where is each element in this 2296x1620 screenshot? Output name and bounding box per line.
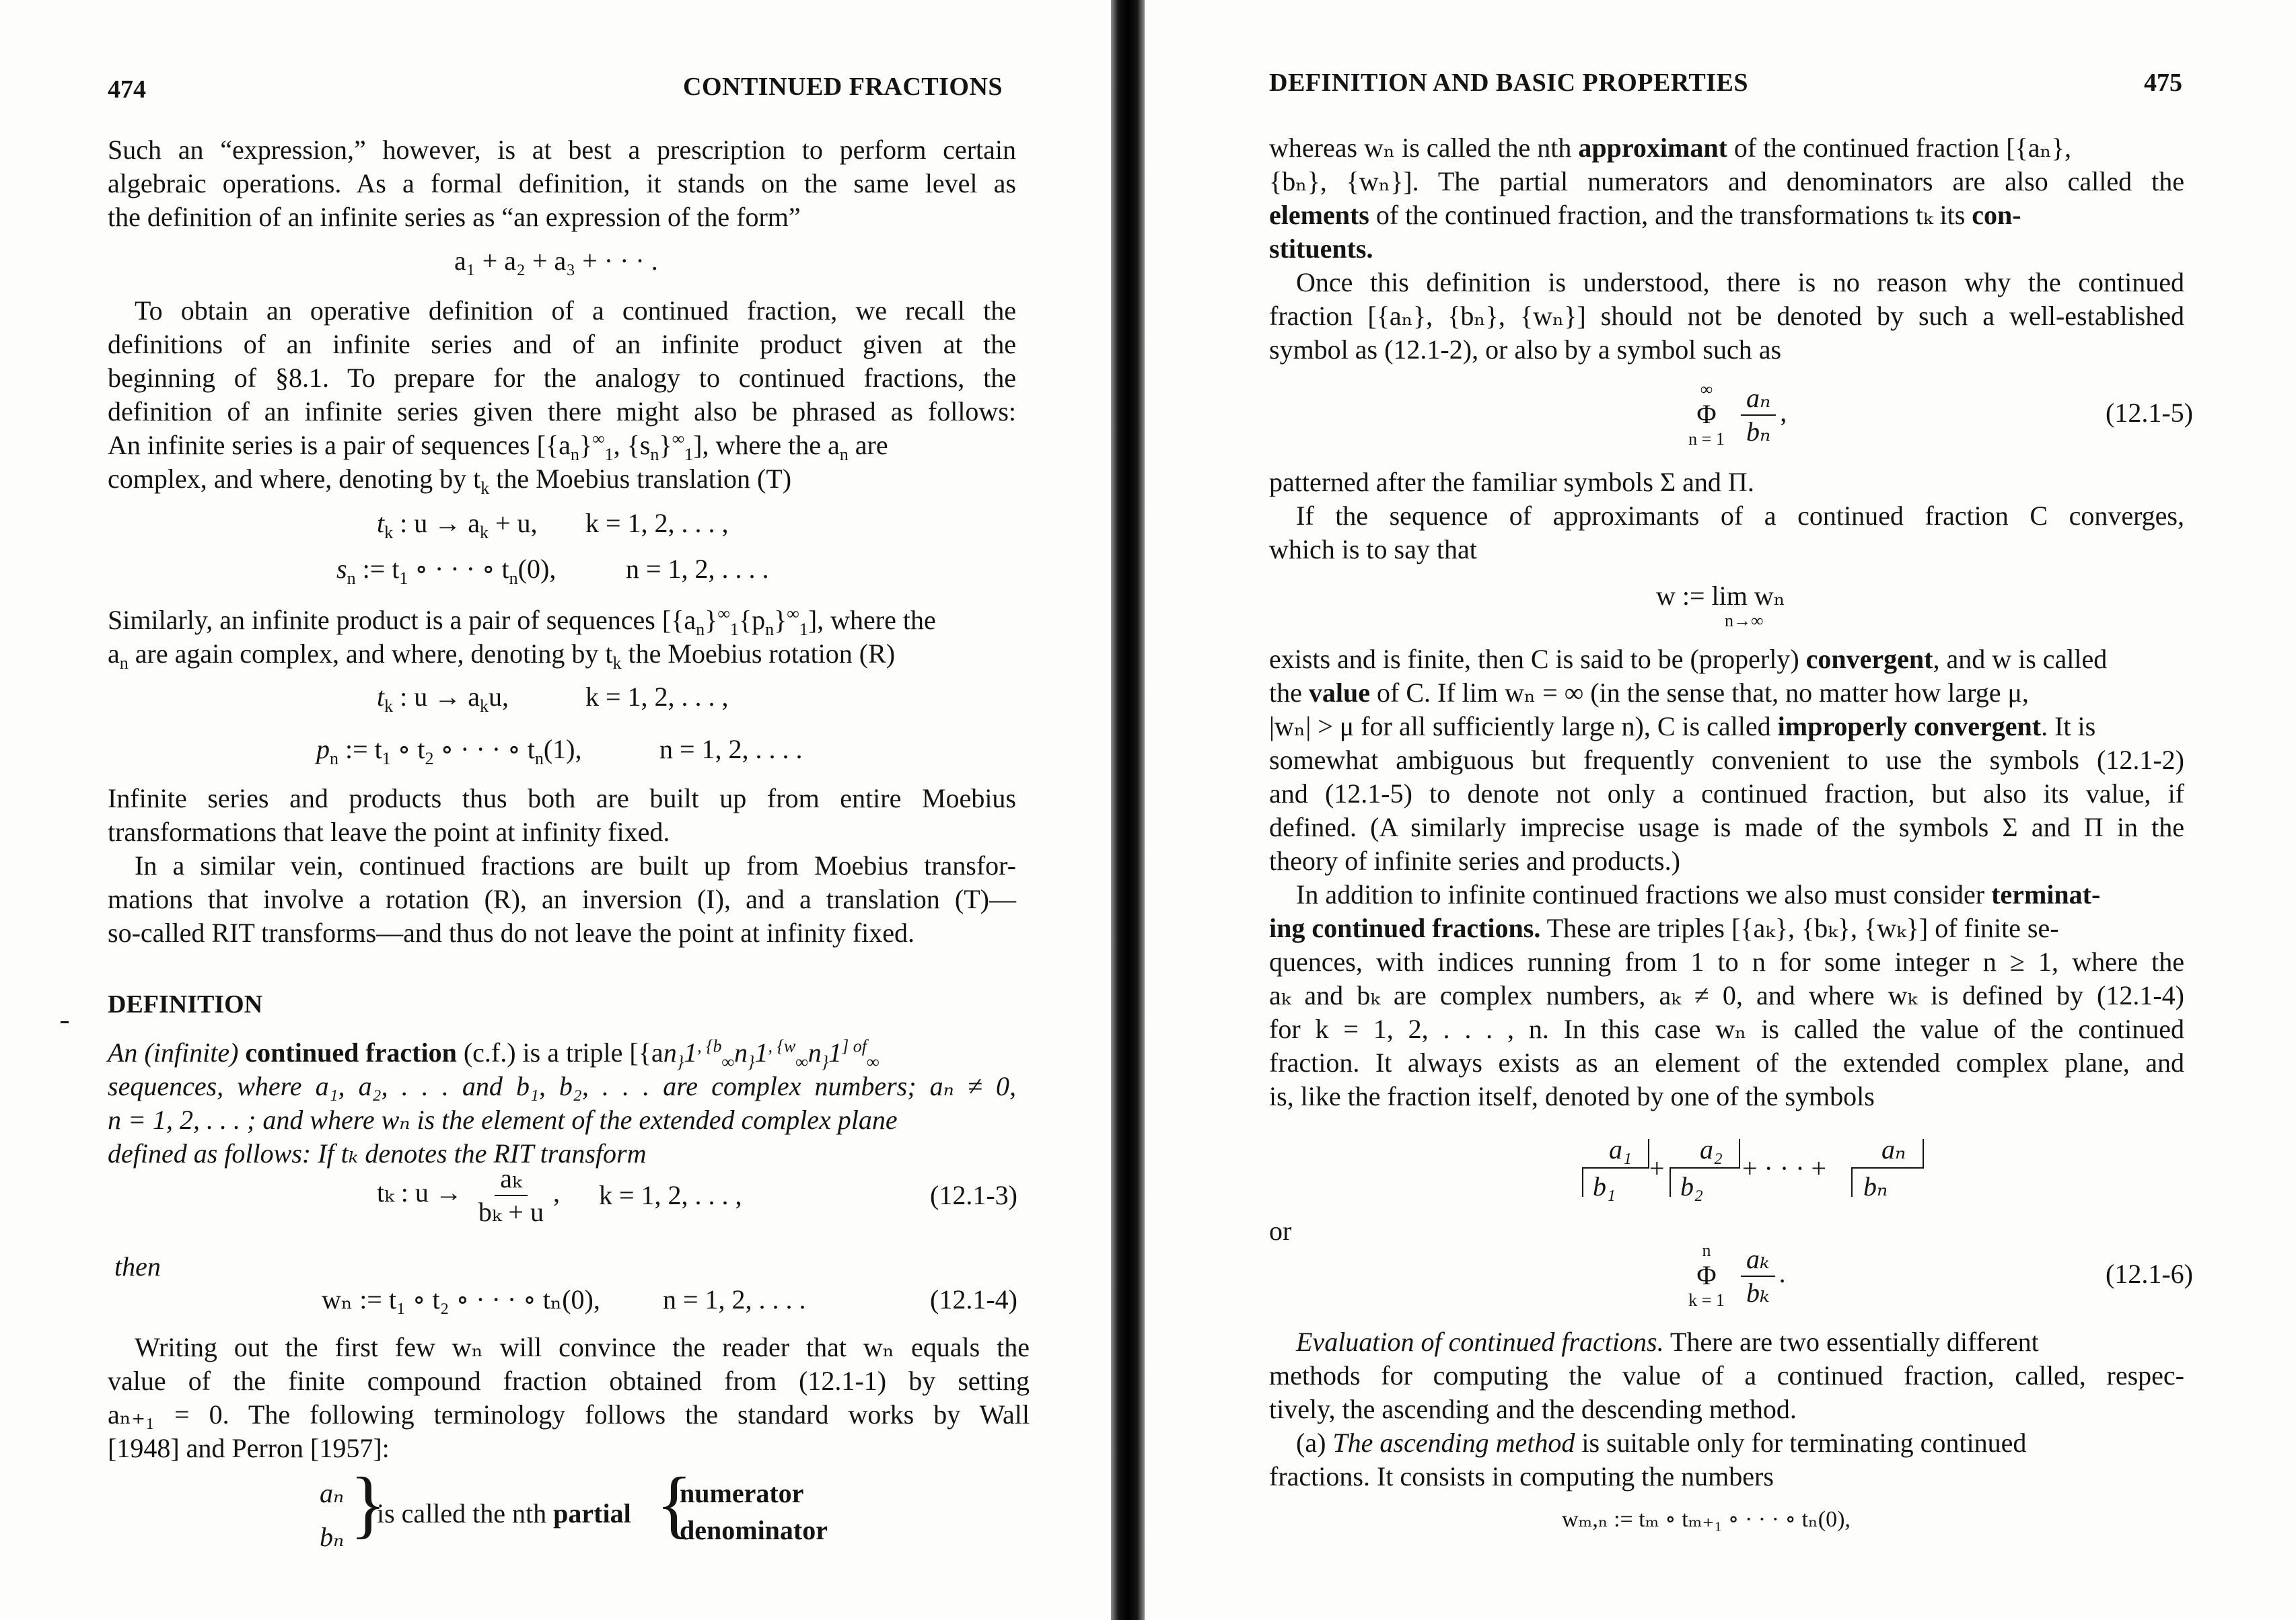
- text-line: Once this definition is understood, there is no reason why the continued: [1296, 267, 2184, 297]
- text-line: To obtain an operative definition of a continued fraction, we recall the: [135, 295, 1016, 326]
- text-line: definition of an infinite series given there might also be phrased as follows:: [108, 396, 1016, 427]
- cf-denominator: b₁: [1593, 1171, 1616, 1202]
- cf-numerator: a₁: [1609, 1134, 1632, 1165]
- text-line: transformations that leave the point at infinity fixed.: [108, 817, 670, 847]
- text-line: fraction. It always exists as an element of the extended complex plane, and: [1269, 1047, 2184, 1078]
- partial-label: is called the nth partial: [377, 1498, 631, 1529]
- cf-bar: [1670, 1167, 1740, 1169]
- phi-operator: ∞ Φ n = 1: [1688, 379, 1725, 449]
- text-line: ing continued fractions. These are triples [{aₖ}, {bₖ}, {wₖ}] of finite se-: [1269, 913, 2059, 943]
- text-line: or: [1269, 1216, 1292, 1246]
- equation-partial-product: $p_n$ := $t_1$ ∘ $t_2$ ∘ · · · ∘ $t_n(1)$,: [316, 734, 582, 768]
- running-head: DEFINITION AND BASIC PROPERTIES: [1269, 69, 1749, 97]
- text-line: then: [114, 1251, 161, 1282]
- cf-denominator: bₙ: [1863, 1171, 1888, 1202]
- fraction: $\frac{\text{aₖ}}{\text{bₖ}}$: [1741, 1245, 1775, 1308]
- text-line: {bₙ}, {wₙ}]. The partial numerators and denominators are also called the: [1269, 166, 2184, 196]
- equation-approximant: wₙ := t₁ ∘ t₂ ∘ · · · ∘ tₙ(0),: [322, 1284, 600, 1315]
- partial-denominator: denominator: [680, 1515, 828, 1545]
- left-brace: {: [656, 1463, 692, 1546]
- cf-bar: [1739, 1139, 1740, 1169]
- running-head: CONTINUED FRACTIONS: [683, 73, 1003, 101]
- continued-fraction-last-term: [1851, 1134, 1925, 1214]
- partial-numerator: numerator: [680, 1478, 804, 1508]
- text-line: tively, the ascending and the descending method.: [1269, 1394, 1797, 1424]
- text-line: beginning of §8.1. To prepare for the analogy to continued fractions, the: [108, 363, 1016, 393]
- text-line: patterned after the familiar symbols Σ and Π.: [1269, 467, 1754, 497]
- text-line: symbol as (12.1-2), or also by a symbol such as: [1269, 334, 1782, 365]
- equation-number: (12.1-6): [2106, 1259, 2193, 1289]
- text-line: complex, and where, denoting by $t_k$ the Moebius translation (T): [108, 464, 792, 498]
- text-line: quences, with indices running from 1 to n for some integer n ≥ 1, where the: [1269, 947, 2184, 977]
- text-line: theory of infinite series and products.): [1269, 846, 1680, 876]
- equation-range: k = 1, 2, . . . ,: [585, 508, 729, 538]
- text-line: and (12.1-5) to denote not only a continued fraction, but also its value, if: [1269, 778, 2184, 809]
- text-line: Evaluation of continued fractions. There are two essentially different: [1296, 1327, 2039, 1357]
- fraction: $\frac{\text{aₙ}}{\text{bₙ}}$: [1741, 383, 1776, 447]
- text-line: n = 1, 2, . . . ; and where wₙ is the element of the extended complex plane: [108, 1105, 898, 1135]
- equation-range: n = 1, 2, . . . .: [626, 554, 769, 584]
- text-line: methods for computing the value of a continued fraction, called, respec-: [1269, 1360, 2184, 1391]
- text-line: defined as follows: If tₖ denotes the RIT transform: [108, 1138, 647, 1169]
- equation-phi-infinite: $\frac{\text{aₙ}}{\text{bₙ}}$ ,: [1737, 383, 1787, 447]
- cf-bar: [1582, 1167, 1649, 1169]
- equation-range: n = 1, 2, . . . .: [663, 1284, 806, 1315]
- cf-bar: [1851, 1167, 1853, 1197]
- phi-operator: n Φ k = 1: [1688, 1241, 1725, 1310]
- cf-plus: +: [1649, 1153, 1665, 1183]
- equation-number: (12.1-4): [930, 1284, 1017, 1315]
- text-line: somewhat ambiguous but frequently convenient to use the symbols (12.1-2): [1269, 745, 2184, 775]
- text-line: Such an “expression,” however, is at best a prescription to perform certain: [108, 135, 1016, 165]
- text-line: whereas wₙ is called the nth approximant of the continued fraction [{aₙ},: [1269, 133, 2071, 163]
- cf-plus-dots: + · · · +: [1742, 1153, 1827, 1183]
- text-line: fraction [{aₙ}, {bₙ}, {wₙ}] should not be denoted by such a well-established: [1269, 301, 2184, 331]
- page-number: 474: [108, 75, 146, 104]
- text-line: elements of the continued fraction, and the transformations tₖ its con-: [1269, 200, 2021, 230]
- text-line: fractions. It consists in computing the numbers: [1269, 1461, 1774, 1492]
- equation-range: n = 1, 2, . . . .: [659, 734, 803, 764]
- text-line: In a similar vein, continued fractions are built up from Moebius transfor-: [135, 850, 1016, 881]
- text-line: the value of C. If lim wₙ = ∞ (in the sense that, no matter how large μ,: [1269, 677, 2029, 708]
- text-line: Infinite series and products thus both are built up from entire Moebius: [108, 783, 1016, 813]
- text-line: In addition to infinite continued fractions we also must consider terminat-: [1296, 879, 2101, 910]
- text-line: defined. (A similarly imprecise usage is made of the symbols Σ and Π in the: [1269, 812, 2184, 842]
- partial-a: aₙ: [320, 1478, 345, 1508]
- text-line: which is to say that: [1269, 534, 1477, 564]
- text-line: (a) The ascending method is suitable only for terminating continued: [1296, 1428, 2027, 1458]
- text-line: algebraic operations. As a formal definition, it stands on the same level as: [108, 168, 1016, 198]
- text-line: the definition of an infinite series as “an expression of the form”: [108, 202, 801, 232]
- equation-ascending: wₘ,ₙ := tₘ ∘ tₘ₊₁ ∘ · · · ∘ tₙ(0),: [1562, 1507, 1851, 1532]
- right-page: [1145, 0, 2296, 1620]
- cf-numerator: a₂: [1700, 1134, 1723, 1165]
- equation-number: (12.1-3): [930, 1180, 1017, 1210]
- text-line: for k = 1, 2, . . . , n. In this case wₙ is called the value of the continued: [1269, 1014, 2184, 1044]
- text-line: value of the finite compound fraction obtained from (12.1-1) by setting: [108, 1366, 1030, 1396]
- text-line: An (infinite) continued fraction (c.f.) is a triple [{$an_{\}}1^{, \{b}_\infty n_{\}}1^{, \{w}_\infty n_{\}}1^{] of}_\infty$: [108, 1036, 880, 1072]
- cf-bar: [1670, 1167, 1671, 1197]
- book-gutter: [1111, 0, 1145, 1620]
- margin-mark: [61, 1021, 69, 1023]
- page-number: 475: [2144, 69, 2182, 97]
- text-line: so-called RIT transforms—and thus do not leave the point at infinity fixed.: [108, 918, 915, 948]
- partial-b: bₙ: [320, 1522, 345, 1552]
- limit-subscript: n→∞: [1725, 611, 1764, 630]
- text-line: $a_n$ are again complex, and where, denoting by $t_k$ the Moebius rotation (R): [108, 638, 896, 673]
- equation-rit-transform: tₖ : u → $\frac{\text{aₖ}}{\text{bₖ + u}}$ ,: [377, 1163, 560, 1227]
- equation-translation: $t_k$ : $u \to a_k + u$,: [377, 508, 538, 542]
- cf-bar: [1851, 1167, 1924, 1169]
- text-line: An infinite series is a pair of sequences [$\{a_n\}^\infty_1$, $\{s_n\}^\infty_1$], where the $a_n$ are: [108, 429, 888, 464]
- text-line: [1948] and Perron [1957]:: [108, 1433, 390, 1463]
- equation-range: k = 1, 2, . . . ,: [585, 682, 729, 712]
- fraction: $\frac{\text{aₖ}}{\text{bₖ + u}}$: [478, 1163, 544, 1227]
- cf-numerator: aₙ: [1881, 1134, 1906, 1165]
- equation-rotation: $t_k$ : $u \to a_ku$,: [377, 682, 509, 716]
- cf-denominator: b₂: [1680, 1171, 1703, 1202]
- text-line: definitions of an infinite series and of an infinite product given at the: [108, 329, 1016, 359]
- text-line: If the sequence of approximants of a continued fraction C converges,: [1296, 501, 2184, 531]
- cf-bar: [1582, 1167, 1583, 1197]
- left-page: [0, 0, 1111, 1620]
- equation-limit: w := lim wₙ: [1656, 581, 1786, 611]
- text-line: exists and is finite, then C is said to be (properly) convergent, and w is called: [1269, 644, 2108, 674]
- text-line: stituents.: [1269, 233, 1373, 264]
- equation-range: k = 1, 2, . . . ,: [599, 1180, 742, 1210]
- definition-heading: DEFINITION: [108, 990, 263, 1019]
- text-line: |wₙ| > μ for all sufficiently large n), C is called improperly convergent. It is: [1269, 711, 2096, 741]
- equation-number: (12.1-5): [2106, 398, 2193, 428]
- series-expression: a₁ + a₂ + a₃ + · · · .: [454, 246, 658, 276]
- text-line: is, like the fraction itself, denoted by one of the symbols: [1269, 1081, 1875, 1111]
- text-line: Similarly, an infinite product is a pair of sequences $[\{a_n\}^\infty_1\{p_n\}^\infty_1]$, where the: [108, 603, 936, 639]
- equation-phi-terminating: $\frac{\text{aₖ}}{\text{bₖ}}$ .: [1737, 1245, 1786, 1308]
- text-line: mations that involve a rotation (R), an inversion (I), and a translation (T)—: [108, 884, 1016, 914]
- cf-bar: [1923, 1139, 1924, 1169]
- text-line: aₖ and bₖ are complex numbers, aₖ ≠ 0, and where wₖ is defined by (12.1-4): [1269, 980, 2184, 1010]
- text-line: sequences, where a₁, a₂, . . . and b₁, b₂, . . . are complex numbers; aₙ ≠ 0,: [108, 1071, 1016, 1101]
- text-line: Writing out the first few wₙ will convince the reader that wₙ equals the: [135, 1332, 1030, 1362]
- text-line: aₙ₊₁ = 0. The following terminology follows the standard works by Wall: [108, 1399, 1030, 1430]
- right-brace: }: [350, 1463, 386, 1546]
- equation-partial-sum: $s_n$ := $t_1$ ∘ · · · ∘ $t_n(0)$,: [336, 554, 557, 588]
